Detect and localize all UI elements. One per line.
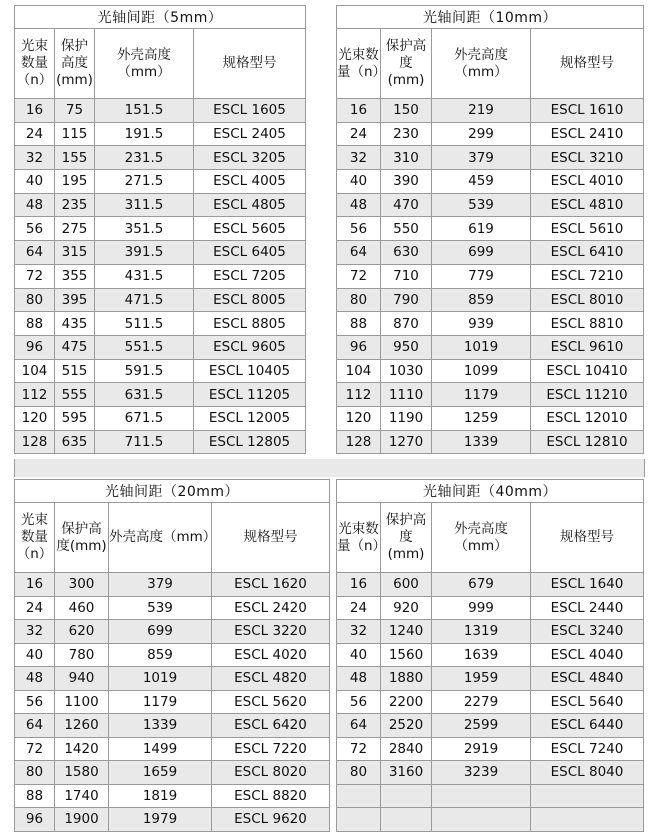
table-row: [15, 667, 330, 691]
header-beam-count: 光束数量（n）: [15, 503, 55, 573]
table-row: [337, 122, 644, 146]
cell-housing-height: 351.5: [95, 217, 194, 241]
cell-housing-height: 471.5: [95, 288, 194, 312]
cell-beam-count: 64: [337, 714, 381, 738]
cell-protect-height: 390: [381, 170, 432, 194]
cell-beam-count: 40: [15, 170, 55, 194]
cell-protect-height: 470: [381, 193, 432, 217]
cell-beam-count: 72: [337, 264, 381, 288]
cell-model: ESCL 8040: [531, 761, 644, 785]
cell-model: ESCL 7220: [212, 737, 330, 761]
cell-beam-count: 80: [15, 288, 55, 312]
cell-model: ESCL 9620: [212, 808, 330, 832]
table-row: [337, 430, 644, 454]
cell-beam-count: 32: [15, 620, 55, 644]
cell-protect-height: 300: [55, 573, 109, 597]
cell-model: ESCL 5640: [531, 690, 644, 714]
cell-beam-count: 64: [15, 241, 55, 265]
cell-model: ESCL 2440: [531, 596, 644, 620]
table-row: [15, 359, 306, 383]
cell-beam-count: 64: [15, 714, 55, 738]
cell-protect-height: 1880: [381, 667, 432, 691]
cell-housing-height: 1259: [432, 406, 531, 430]
table-row: [15, 737, 330, 761]
cell-protect-height: 1740: [55, 784, 109, 808]
cell-protect-height: 780: [55, 643, 109, 667]
spec-table-5mm: [14, 5, 306, 454]
cell-protect-height: 1560: [381, 643, 432, 667]
cell-protect-height: 550: [381, 217, 432, 241]
cell-model: ESCL 4805: [194, 193, 306, 217]
cell-housing-height: [432, 808, 531, 832]
cell-protect-height: 310: [381, 146, 432, 170]
cell-housing-height: 311.5: [95, 193, 194, 217]
cell-beam-count: 120: [15, 406, 55, 430]
cell-model: ESCL 11205: [194, 383, 306, 407]
cell-model: ESCL 4040: [531, 643, 644, 667]
cell-beam-count: [337, 808, 381, 832]
cell-beam-count: 112: [15, 383, 55, 407]
cell-housing-height: 711.5: [95, 430, 194, 454]
cell-housing-height: 539: [109, 596, 212, 620]
cell-protect-height: 710: [381, 264, 432, 288]
header-beam-count: 光束数量（n）: [337, 29, 381, 99]
cell-housing-height: 1339: [432, 430, 531, 454]
table-row: [15, 99, 306, 123]
cell-housing-height: 859: [432, 288, 531, 312]
table-row: [15, 596, 330, 620]
header-protect-height: 保护高度(mm): [55, 503, 109, 573]
cell-beam-count: 96: [15, 808, 55, 832]
cell-housing-height: 1019: [432, 335, 531, 359]
cell-housing-height: 151.5: [95, 99, 194, 123]
cell-housing-height: 1819: [109, 784, 212, 808]
cell-housing-height: 591.5: [95, 359, 194, 383]
header-protect-height: 保护高度(mm): [55, 29, 95, 99]
cell-beam-count: 72: [337, 737, 381, 761]
cell-model: ESCL 7205: [194, 264, 306, 288]
cell-protect-height: 115: [55, 122, 95, 146]
table-row: [15, 784, 330, 808]
cell-beam-count: 40: [15, 643, 55, 667]
cell-beam-count: 40: [337, 170, 381, 194]
cell-model: ESCL 11210: [531, 383, 644, 407]
cell-protect-height: 1580: [55, 761, 109, 785]
table-row: [15, 573, 330, 597]
table-row: [15, 620, 330, 644]
cell-model: ESCL 7210: [531, 264, 644, 288]
table-title: 光轴间距（5mm）: [15, 6, 306, 29]
cell-beam-count: 96: [337, 335, 381, 359]
cell-beam-count: 24: [15, 122, 55, 146]
cell-protect-height: 155: [55, 146, 95, 170]
table-row: [15, 264, 306, 288]
cell-model: ESCL 7240: [531, 737, 644, 761]
cell-beam-count: 32: [15, 146, 55, 170]
cell-model: ESCL 10405: [194, 359, 306, 383]
cell-protect-height: 355: [55, 264, 95, 288]
table-row: [15, 430, 306, 454]
table-row: [337, 193, 644, 217]
cell-housing-height: 671.5: [95, 406, 194, 430]
table-row: [15, 406, 306, 430]
table-row: [15, 383, 306, 407]
cell-model: ESCL 4810: [531, 193, 644, 217]
cell-housing-height: 1179: [109, 690, 212, 714]
cell-housing-height: 219: [432, 99, 531, 123]
cell-protect-height: 195: [55, 170, 95, 194]
cell-model: ESCL 3205: [194, 146, 306, 170]
cell-protect-height: 635: [55, 430, 95, 454]
table-row: [337, 383, 644, 407]
cell-beam-count: 56: [15, 217, 55, 241]
cell-model: ESCL 6410: [531, 241, 644, 265]
cell-model: ESCL 6405: [194, 241, 306, 265]
cell-beam-count: 24: [15, 596, 55, 620]
cell-beam-count: 104: [337, 359, 381, 383]
table-row: [15, 241, 306, 265]
cell-housing-height: 2279: [432, 690, 531, 714]
cell-beam-count: 128: [15, 430, 55, 454]
table-row: [15, 170, 306, 194]
cell-model: ESCL 12005: [194, 406, 306, 430]
cell-beam-count: 80: [15, 761, 55, 785]
cell-model: ESCL 8020: [212, 761, 330, 785]
cell-beam-count: 104: [15, 359, 55, 383]
cell-protect-height: 1900: [55, 808, 109, 832]
cell-model: ESCL 12810: [531, 430, 644, 454]
cell-protect-height: 1100: [55, 690, 109, 714]
cell-protect-height: 150: [381, 99, 432, 123]
table-row: [337, 264, 644, 288]
cell-housing-height: 1979: [109, 808, 212, 832]
cell-beam-count: 16: [15, 573, 55, 597]
cell-protect-height: 395: [55, 288, 95, 312]
cell-model: ESCL 8810: [531, 312, 644, 336]
table-row: [337, 170, 644, 194]
cell-housing-height: 619: [432, 217, 531, 241]
cell-housing-height: 999: [432, 596, 531, 620]
cell-beam-count: 56: [337, 217, 381, 241]
header-beam-count: 光束数量（n）: [337, 503, 381, 573]
table-title: 光轴间距（20mm）: [15, 480, 330, 503]
cell-model: ESCL 8010: [531, 288, 644, 312]
cell-protect-height: 1260: [55, 714, 109, 738]
cell-model: ESCL 4840: [531, 667, 644, 691]
cell-protect-height: 1420: [55, 737, 109, 761]
cell-protect-height: 790: [381, 288, 432, 312]
cell-housing-height: 1019: [109, 667, 212, 691]
cell-protect-height: 1110: [381, 383, 432, 407]
cell-beam-count: 72: [15, 737, 55, 761]
cell-beam-count: 48: [15, 667, 55, 691]
cell-protect-height: 870: [381, 312, 432, 336]
cell-beam-count: 80: [337, 288, 381, 312]
cell-model: ESCL 3240: [531, 620, 644, 644]
cell-protect-height: 555: [55, 383, 95, 407]
cell-housing-height: 1099: [432, 359, 531, 383]
section-divider: [14, 459, 645, 477]
cell-housing-height: 511.5: [95, 312, 194, 336]
cell-model: ESCL 3220: [212, 620, 330, 644]
cell-housing-height: 431.5: [95, 264, 194, 288]
cell-model: ESCL 12805: [194, 430, 306, 454]
cell-beam-count: 120: [337, 406, 381, 430]
header-beam-count: 光束数量（n）: [15, 29, 55, 99]
table-title: 光轴间距（10mm）: [337, 6, 644, 29]
header-housing-height: 外壳高度（mm）: [95, 29, 194, 99]
cell-model: ESCL 10410: [531, 359, 644, 383]
cell-housing-height: 699: [109, 620, 212, 644]
cell-beam-count: 16: [337, 573, 381, 597]
cell-protect-height: 600: [381, 573, 432, 597]
cell-model: ESCL 2410: [531, 122, 644, 146]
cell-model: ESCL 5620: [212, 690, 330, 714]
header-housing-height: 外壳高度（mm）: [432, 29, 531, 99]
cell-beam-count: 24: [337, 596, 381, 620]
table-row: [15, 714, 330, 738]
table-row: [337, 784, 644, 808]
header-housing-height: 外壳高度（mm）: [432, 503, 531, 573]
cell-housing-height: 391.5: [95, 241, 194, 265]
cell-housing-height: 1659: [109, 761, 212, 785]
cell-beam-count: 48: [337, 193, 381, 217]
cell-protect-height: [381, 784, 432, 808]
cell-protect-height: [381, 808, 432, 832]
cell-protect-height: 515: [55, 359, 95, 383]
table-row: [337, 643, 644, 667]
cell-housing-height: 271.5: [95, 170, 194, 194]
table-row: [15, 690, 330, 714]
cell-housing-height: 459: [432, 170, 531, 194]
header-protect-height: 保护高度(mm): [381, 29, 432, 99]
table-row: [337, 714, 644, 738]
table-row: [337, 312, 644, 336]
spec-table-20mm: [14, 479, 330, 832]
table-row: [15, 193, 306, 217]
cell-housing-height: 1639: [432, 643, 531, 667]
cell-model: ESCL 9605: [194, 335, 306, 359]
table-row: [15, 808, 330, 832]
cell-beam-count: 56: [15, 690, 55, 714]
cell-beam-count: [337, 784, 381, 808]
cell-protect-height: 1190: [381, 406, 432, 430]
cell-protect-height: 315: [55, 241, 95, 265]
cell-protect-height: 230: [381, 122, 432, 146]
cell-protect-height: 435: [55, 312, 95, 336]
spec-table-10mm: [336, 5, 644, 454]
cell-protect-height: 475: [55, 335, 95, 359]
table-row: [337, 99, 644, 123]
table-row: [337, 620, 644, 644]
cell-housing-height: 859: [109, 643, 212, 667]
cell-model: ESCL 1605: [194, 99, 306, 123]
cell-beam-count: 80: [337, 761, 381, 785]
cell-housing-height: 231.5: [95, 146, 194, 170]
table-row: [337, 406, 644, 430]
cell-housing-height: 1499: [109, 737, 212, 761]
cell-beam-count: 48: [337, 667, 381, 691]
table-row: [337, 359, 644, 383]
cell-beam-count: 48: [15, 193, 55, 217]
cell-protect-height: 75: [55, 99, 95, 123]
cell-model: ESCL 5605: [194, 217, 306, 241]
cell-housing-height: 299: [432, 122, 531, 146]
header-model: 规格型号: [531, 29, 644, 99]
cell-housing-height: 191.5: [95, 122, 194, 146]
table-row: [337, 761, 644, 785]
table-row: [15, 288, 306, 312]
table-row: [337, 737, 644, 761]
cell-housing-height: 939: [432, 312, 531, 336]
table-row: [15, 312, 306, 336]
cell-model: ESCL 1620: [212, 573, 330, 597]
cell-beam-count: 88: [15, 312, 55, 336]
cell-housing-height: 679: [432, 573, 531, 597]
cell-beam-count: 32: [337, 146, 381, 170]
table-row: [15, 761, 330, 785]
table-row: [337, 690, 644, 714]
cell-protect-height: 460: [55, 596, 109, 620]
cell-model: ESCL 4020: [212, 643, 330, 667]
cell-housing-height: 379: [109, 573, 212, 597]
cell-beam-count: 96: [15, 335, 55, 359]
cell-beam-count: 88: [15, 784, 55, 808]
cell-protect-height: 630: [381, 241, 432, 265]
cell-housing-height: 551.5: [95, 335, 194, 359]
cell-protect-height: 2200: [381, 690, 432, 714]
cell-protect-height: 920: [381, 596, 432, 620]
cell-beam-count: 112: [337, 383, 381, 407]
table-row: [337, 335, 644, 359]
cell-model: ESCL 1640: [531, 573, 644, 597]
cell-housing-height: 539: [432, 193, 531, 217]
table-title: 光轴间距（40mm）: [337, 480, 644, 503]
cell-model: ESCL 6420: [212, 714, 330, 738]
header-model: 规格型号: [194, 29, 306, 99]
cell-protect-height: 1270: [381, 430, 432, 454]
header-protect-height: 保护高度(mm): [381, 503, 432, 573]
cell-model: [531, 808, 644, 832]
header-housing-height: 外壳高度（mm）: [109, 503, 212, 573]
cell-model: ESCL 8820: [212, 784, 330, 808]
cell-model: ESCL 8805: [194, 312, 306, 336]
table-row: [337, 808, 644, 832]
table-row: [337, 146, 644, 170]
cell-housing-height: [432, 784, 531, 808]
table-row: [15, 217, 306, 241]
cell-beam-count: 56: [337, 690, 381, 714]
cell-model: ESCL 4005: [194, 170, 306, 194]
cell-protect-height: 1030: [381, 359, 432, 383]
cell-model: ESCL 2420: [212, 596, 330, 620]
table-row: [337, 241, 644, 265]
table-row: [337, 667, 644, 691]
cell-protect-height: 2840: [381, 737, 432, 761]
cell-model: [531, 784, 644, 808]
table-row: [15, 146, 306, 170]
cell-housing-height: 2919: [432, 737, 531, 761]
cell-protect-height: 940: [55, 667, 109, 691]
cell-beam-count: 16: [337, 99, 381, 123]
cell-housing-height: 1339: [109, 714, 212, 738]
cell-model: ESCL 8005: [194, 288, 306, 312]
cell-housing-height: 1179: [432, 383, 531, 407]
cell-protect-height: 620: [55, 620, 109, 644]
table-row: [15, 335, 306, 359]
cell-model: ESCL 9610: [531, 335, 644, 359]
cell-housing-height: 1959: [432, 667, 531, 691]
cell-protect-height: 595: [55, 406, 95, 430]
table-row: [337, 217, 644, 241]
cell-housing-height: 2599: [432, 714, 531, 738]
cell-model: ESCL 12010: [531, 406, 644, 430]
cell-housing-height: 631.5: [95, 383, 194, 407]
cell-protect-height: 1240: [381, 620, 432, 644]
table-row: [337, 573, 644, 597]
cell-housing-height: 779: [432, 264, 531, 288]
cell-housing-height: 379: [432, 146, 531, 170]
cell-protect-height: 275: [55, 217, 95, 241]
cell-model: ESCL 5610: [531, 217, 644, 241]
cell-housing-height: 3239: [432, 761, 531, 785]
cell-model: ESCL 2405: [194, 122, 306, 146]
cell-model: ESCL 3210: [531, 146, 644, 170]
cell-beam-count: 64: [337, 241, 381, 265]
cell-model: ESCL 4820: [212, 667, 330, 691]
cell-model: ESCL 1610: [531, 99, 644, 123]
table-row: [15, 122, 306, 146]
cell-protect-height: 3160: [381, 761, 432, 785]
cell-model: ESCL 4010: [531, 170, 644, 194]
table-row: [337, 288, 644, 312]
cell-beam-count: 32: [337, 620, 381, 644]
cell-beam-count: 16: [15, 99, 55, 123]
header-model: 规格型号: [531, 503, 644, 573]
table-row: [337, 596, 644, 620]
cell-protect-height: 2520: [381, 714, 432, 738]
table-row: [15, 643, 330, 667]
cell-beam-count: 88: [337, 312, 381, 336]
cell-protect-height: 950: [381, 335, 432, 359]
cell-beam-count: 72: [15, 264, 55, 288]
spec-table-40mm: [336, 479, 644, 832]
cell-beam-count: 24: [337, 122, 381, 146]
cell-model: ESCL 6440: [531, 714, 644, 738]
cell-protect-height: 235: [55, 193, 95, 217]
cell-housing-height: 1319: [432, 620, 531, 644]
cell-housing-height: 699: [432, 241, 531, 265]
header-model: 规格型号: [212, 503, 330, 573]
cell-beam-count: 128: [337, 430, 381, 454]
cell-beam-count: 40: [337, 643, 381, 667]
